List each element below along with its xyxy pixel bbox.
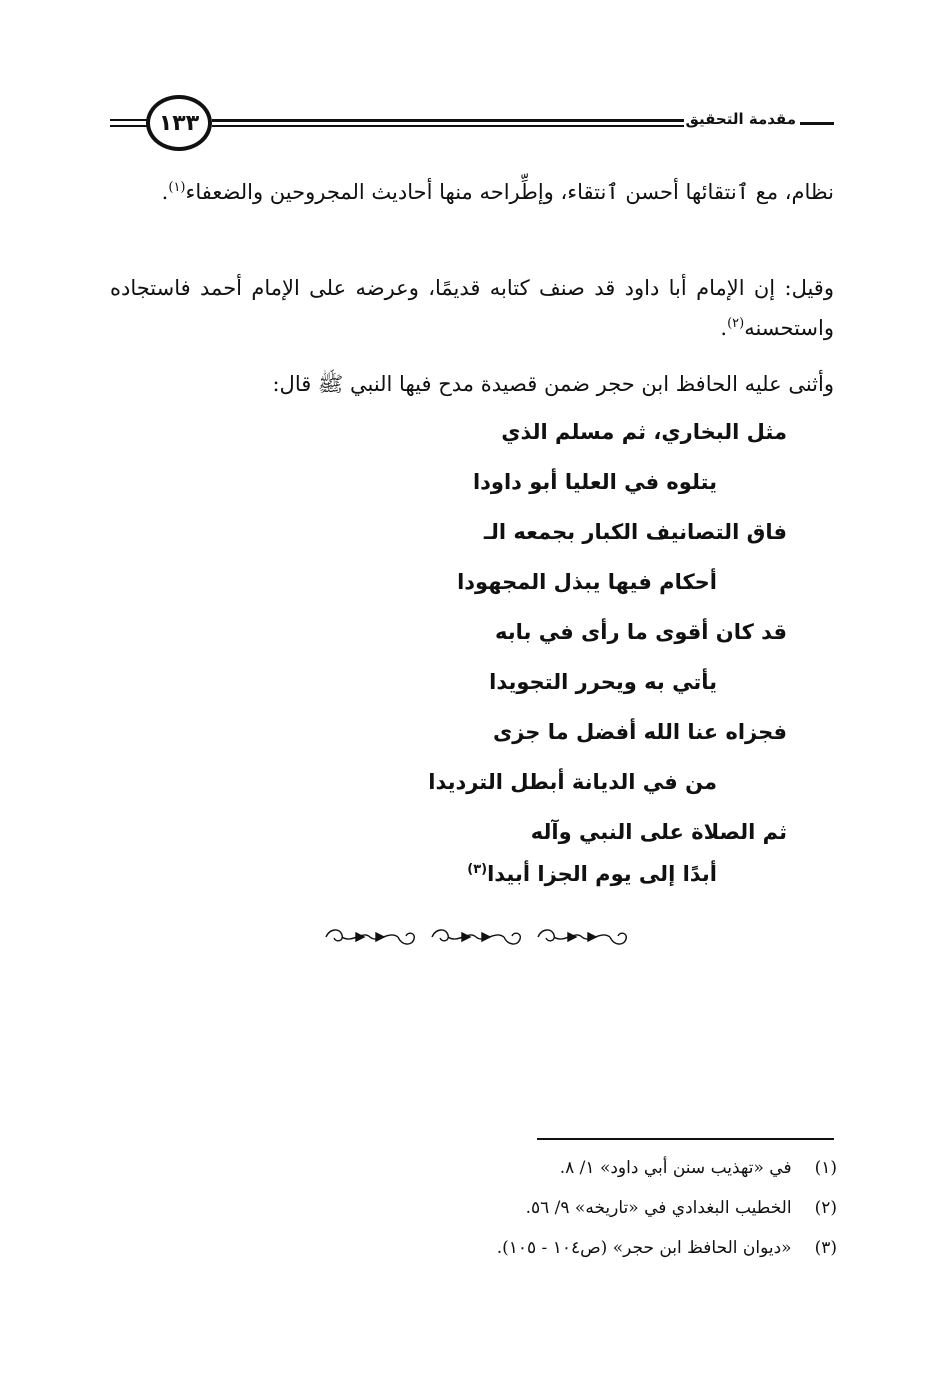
footnote <box>497 1238 837 1258</box>
paragraph <box>110 172 834 212</box>
footnote-text: الخطيب البغدادي في «تاريخه» ٩/ ٥٦. <box>525 1198 792 1218</box>
footnote-ref: (١) <box>168 180 186 195</box>
footnote <box>560 1158 837 1178</box>
header-rule <box>212 119 684 122</box>
poem-text: أبدًا إلى يوم الجزا أبيدا <box>487 862 717 886</box>
footnote-ref: (٢) <box>727 316 745 331</box>
poem-hemistich-first: مثل البخاري، ثم مسلم الذي <box>501 420 787 444</box>
paragraph-text: وقيل: إن الإمام أبا داود قد صنف كتابه قديمًا، وعرضه على الإمام أحمد فاستجاده واستحسنه <box>110 276 834 340</box>
paragraph <box>110 268 834 348</box>
footnote-text: في «تهذيب سنن أبي داود» ١/ ٨. <box>559 1158 792 1178</box>
poem-hemistich-second: يأتي به ويحرر التجويدا <box>489 670 717 694</box>
poem-hemistich-first: قد كان أقوى ما رأى في بابه <box>495 620 787 644</box>
poem-hemistich-first: ثم الصلاة على النبي وآله <box>530 820 787 844</box>
running-head: مقدمة التحقيق <box>685 110 796 128</box>
poem-hemistich-second: من في الديانة أبطل الترديدا <box>428 770 717 794</box>
poem-hemistich-second: يتلوه في العليا أبو داودا <box>472 470 717 494</box>
page-number-badge <box>146 95 212 151</box>
footnote-separator <box>537 1138 834 1140</box>
page-number: ١٣٣ <box>158 110 200 136</box>
poem-hemistich-first: فاق التصانيف الكبار بجمعه الـ <box>483 520 787 544</box>
paragraph-end: . <box>720 316 728 340</box>
header-rule <box>800 122 834 125</box>
footnote <box>526 1198 837 1218</box>
footnote-ref: (٣) <box>467 862 488 877</box>
header-rule <box>110 119 150 121</box>
section-ornament-icon <box>318 922 630 952</box>
paragraph <box>110 364 834 404</box>
footnote-number: (٣) <box>814 1238 837 1258</box>
footnote-text: «ديوان الحافظ ابن حجر» (ص١٠٤ - ١٠٥). <box>496 1238 792 1258</box>
poem-hemistich-second-last <box>467 862 717 886</box>
paragraph-end: . <box>161 180 169 204</box>
paragraph-text: وأثنى عليه الحافظ ابن حجر ضمن قصيدة مدح فيها النبي ﷺ قال: <box>272 372 834 396</box>
header-rule <box>212 125 684 127</box>
poem-hemistich-second: أحكام فيها يبذل المجهودا <box>457 570 717 594</box>
poem-hemistich-first: فجزاه عنا الله أفضل ما جزى <box>492 720 787 744</box>
paragraph-text: نظام، مع ٱنتقائها أحسن ٱنتقاء، وإطِّراحه منها أحاديث المجروحين والضعفاء <box>185 180 834 204</box>
footnote-number: (١) <box>814 1158 837 1178</box>
header-rule <box>110 125 150 127</box>
footnote-number: (٢) <box>814 1198 837 1218</box>
